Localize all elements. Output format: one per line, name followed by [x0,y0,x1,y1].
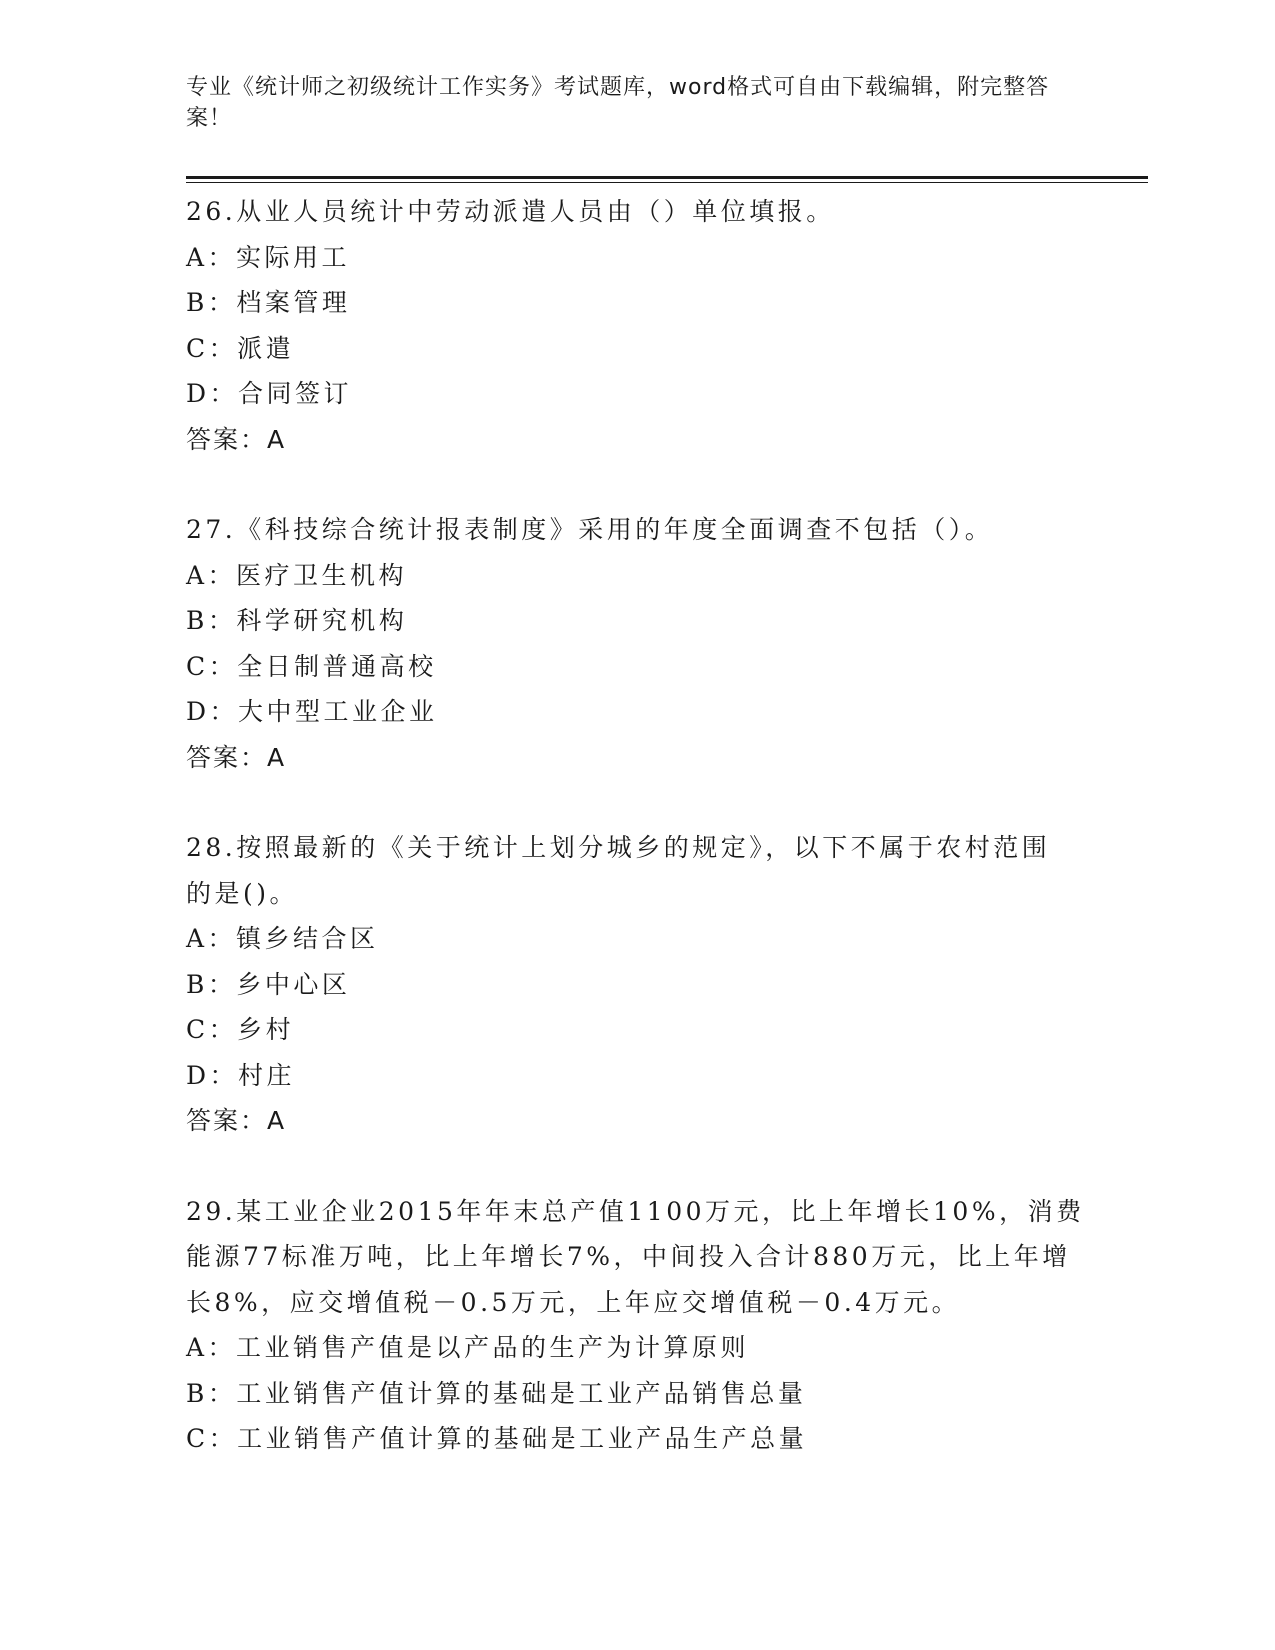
question-stem-line: 29.某工业企业2015年年末总产值1100万元，比上年增长10%，消费 [186,1196,1085,1226]
question-stem-line: 26.从业人员统计中劳动派遣人员由（）单位填报。 [186,197,835,226]
question-stem-line: 的是()。 [186,878,299,908]
question-26 [186,189,1086,462]
question-29 [186,1189,1086,1462]
answer-line: 答案：A [186,424,287,454]
header-divider-thick [186,176,1148,179]
header-divider-thin [186,182,1148,183]
option-d: D：大中型工业企业 [186,697,438,726]
answer-line: 答案：A [186,1106,287,1135]
option-d: D：村庄 [186,1060,296,1090]
option-b: B：工业销售产值计算的基础是工业产品销售总量 [186,1378,807,1408]
answer-line: 答案：A [186,742,287,772]
option-a: A：实际用工 [186,242,351,272]
option-c: C：乡村 [186,1015,295,1044]
option-d: D：合同签订 [186,379,353,408]
option-c: C：全日制普通高校 [186,651,437,681]
option-c: C：派遣 [186,333,295,363]
option-b: B：档案管理 [186,288,351,317]
question-stem-line: 长8%，应交增值税－0.5万元，上年应交增值税－0.4万元。 [186,1287,961,1317]
question-27 [186,507,1086,780]
option-b: B：乡中心区 [186,969,351,999]
question-list [186,189,1086,1507]
option-a: A：医疗卫生机构 [186,560,408,590]
option-a: A：镇乡结合区 [186,924,379,953]
question-stem-line: 28.按照最新的《关于统计上划分城乡的规定》，以下不属于农村范围 [186,833,1051,862]
option-b: B：科学研究机构 [186,606,408,635]
question-stem-line: 27.《科技综合统计报表制度》采用的年度全面调查不包括（）。 [186,515,994,544]
question-stem-line: 能源77标准万吨，比上年增长7%，中间投入合计880万元，比上年增 [186,1242,1071,1271]
document-header: 专业《统计师之初级统计工作实务》考试题库，word格式可自由下载编辑，附完整答案！ [186,75,1050,131]
option-a: A：工业销售产值是以产品的生产为计算原则 [186,1333,750,1362]
option-c: C：工业销售产值计算的基础是工业产品生产总量 [186,1424,808,1453]
question-28 [186,825,1086,1144]
